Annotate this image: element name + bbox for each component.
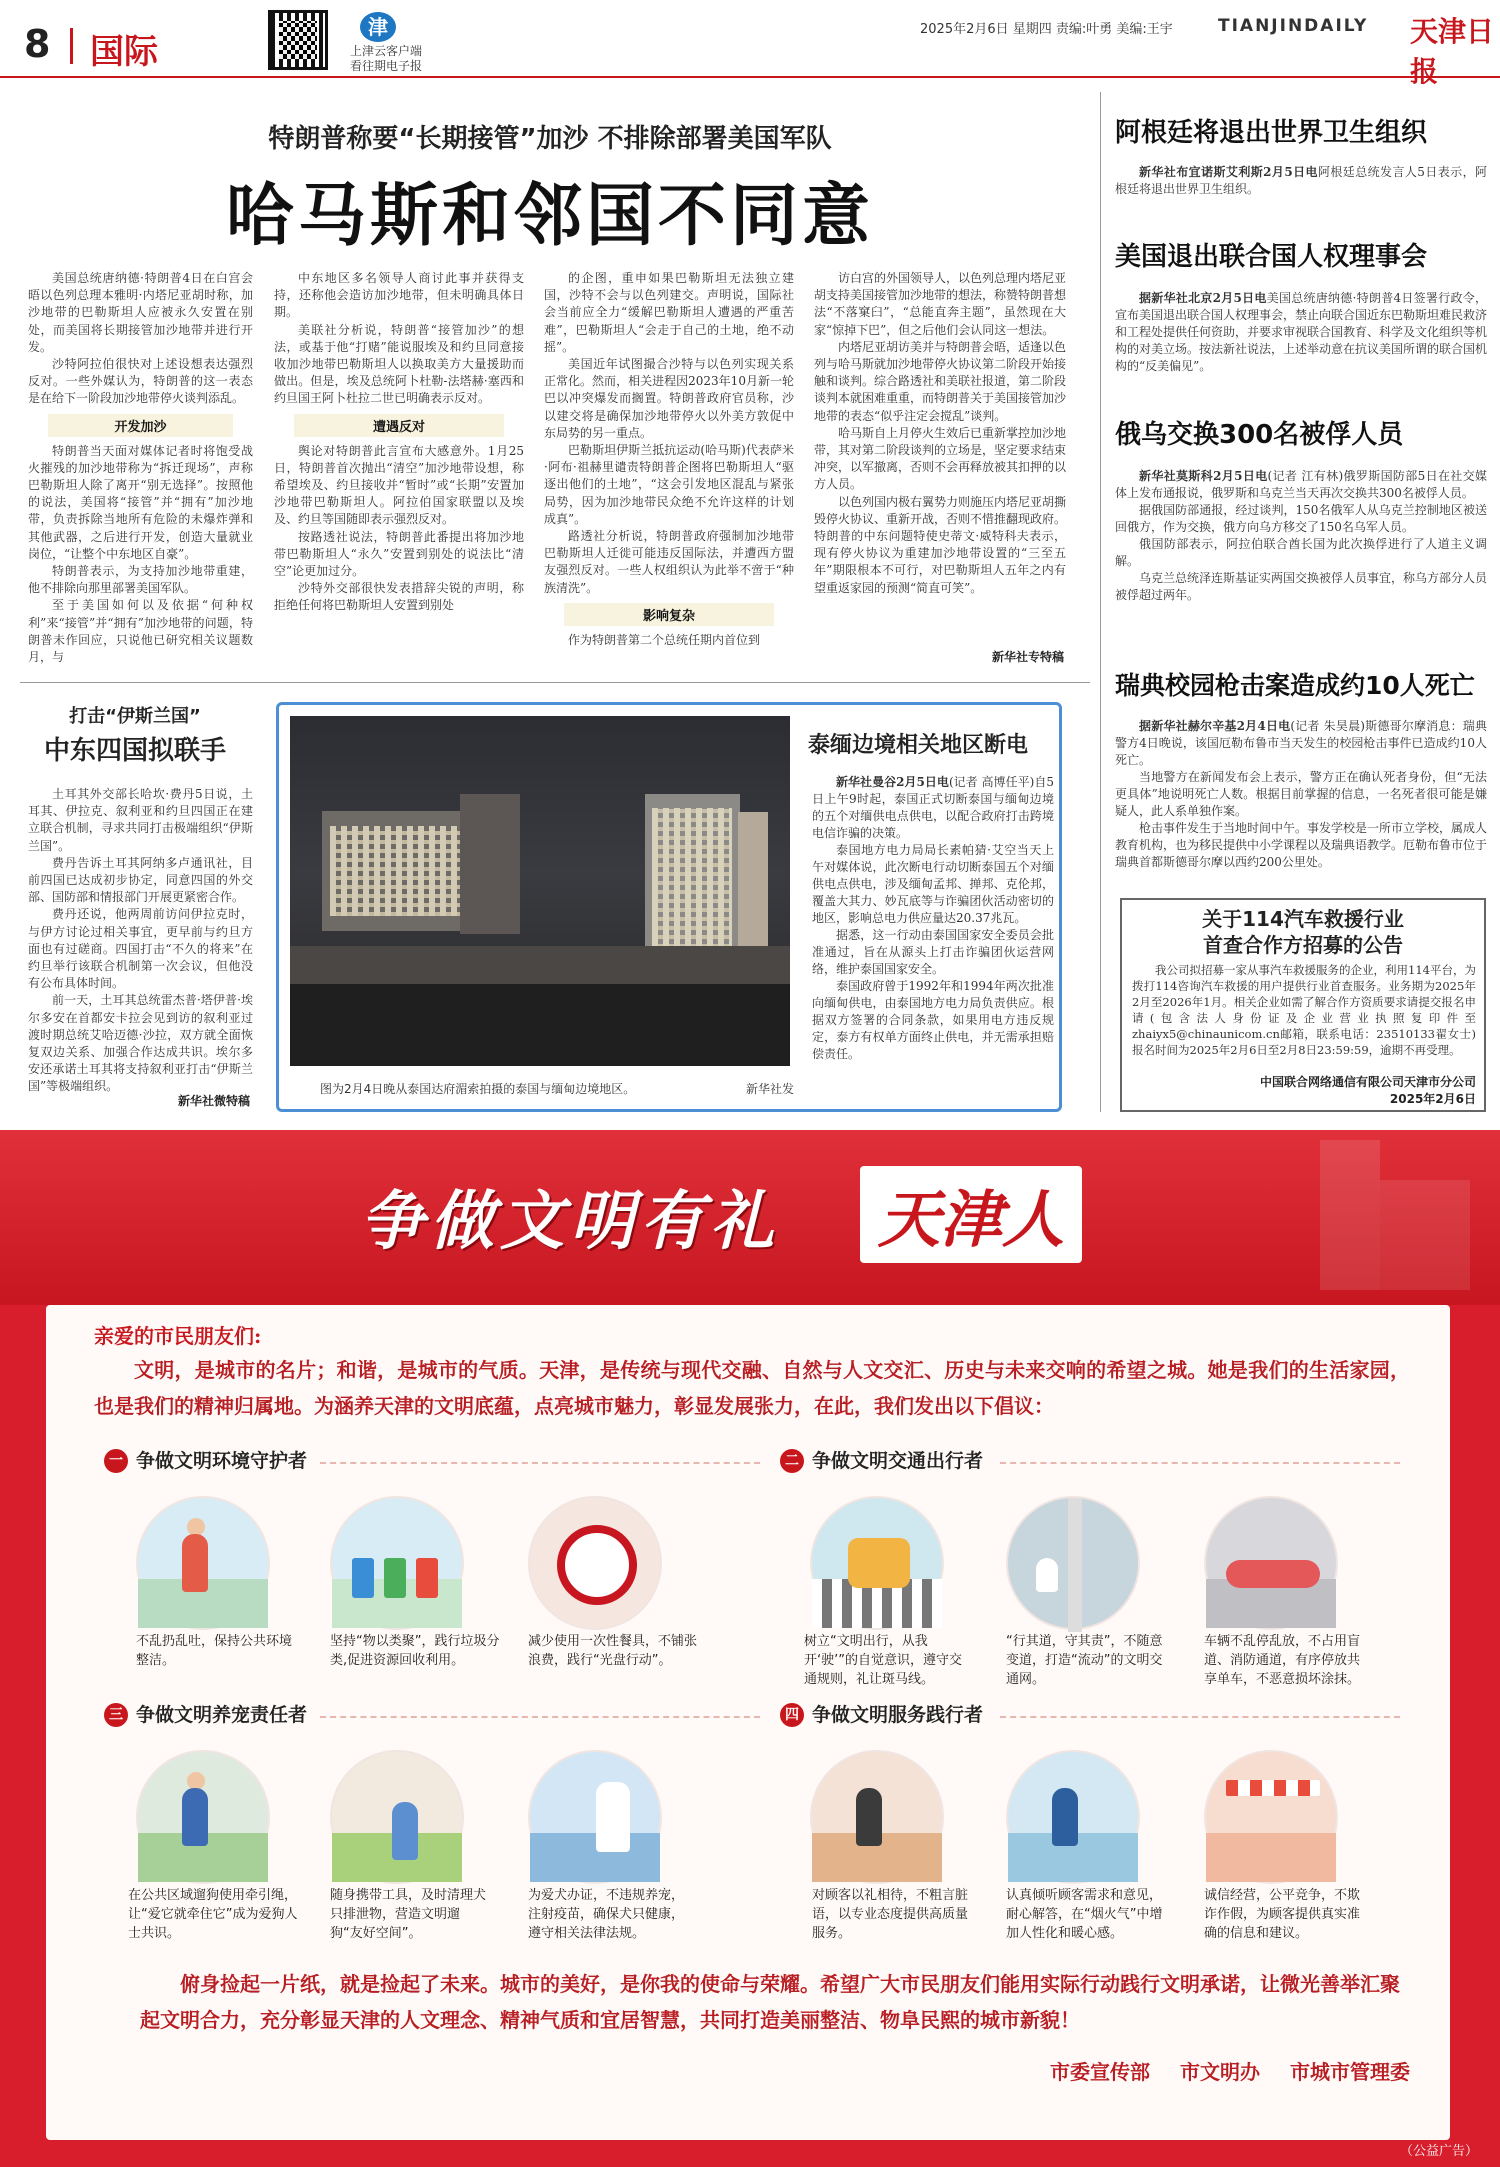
brief-sweden-text: 据新华社赫尔辛基2月4日电(记者 朱昊晨)斯德哥尔摩消息：瑞典警方4日晚说，该国厄勒布鲁市当天发生的校园枪击事件已造成约10人死亡。 当地警方在新闻发布会上表示，警方正在确认死者身份，但“无法更具体”地说明死亡人数。根据目前掌握的信息，一名死者很可能是嫌疑人，此人系单独作案。 枪击事件发生于当地时间中午。事发学校是一所市立学校，属成人教育机构，也为移民提供中小学课程以及瑞典语教学。厄勒布鲁市位于瑞典首都斯德哥尔摩以西约200公里处。 [1115, 719, 1488, 869]
lead-byline: 新华社专特稿 [991, 650, 1064, 664]
brief-russia-text: 新华社莫斯科2月5日电(记者 江有林)俄罗斯国防部5日在社交媒体上发布通报说，俄罗斯和乌克兰当天再次交换共300名被俘人员。 据俄国防部通报，经过谈判，150名俄军人从乌克兰控制地区被送回俄方，作为交换，俄方向乌方移交了150名乌军人员。 俄国防部表示，阿拉伯联合酋长国为此次换俘进行了人道主义调解。 乌克兰总统泽连斯基证实两国交换被俘人员事宜，称乌方部分人员被俘超过两年。 [1115, 469, 1488, 602]
brief-usa-title: 美国退出联合国人权理事会 [1115, 242, 1428, 272]
column-divider [1100, 92, 1101, 1112]
subhead-develop: 开发加沙 [48, 414, 233, 437]
brief-argentina-text: 新华社布宜诺斯艾利斯2月5日电阿根廷总统发言人5日表示，阿根廷将退出世界卫生组织。 [1115, 165, 1488, 196]
page-number: 8 [24, 22, 51, 66]
mideast-text: 土耳其外交部长哈坎·费丹5日说，土耳其、伊拉克、叙利亚和约旦四国正在建立联合机制，寻求共同打击极端组织“伊斯兰国”。 费丹告诉土耳其阿纳多卢通讯社，目前四国已达成初步协定，同意四国的外交部、国防部和情报部门开展更紧密合作。 费丹还说，他两周前访问伊拉克时，与伊方讨论过相关事宜，更早前与约旦方面也有过磋商。四国打击“不久的将来”在约旦举行该联合机制第一次会议，但他没有公布具体时间。 前一天，土耳其总统雷杰普·塔伊普·埃尔多安在首都安卡拉会见到访的叙利亚过渡时期总统艾哈迈德·沙拉，双方就全面恢复双边关系、加强合作达成共识。埃尔多安还承诺土耳其将支持叙利亚打击“伊斯兰国”等极端组织。 [28, 787, 253, 1094]
lead-col-3: 的企图，重申如果巴勒斯坦无法独立建国，沙特不会与以色列建交。声明说，国际社会当前应全力“缓解巴勒斯坦人遭遇的严重苦难”，巴勒斯坦人“会走于自己的土地，绝不动摇”。 美国近年试图撮合沙特与以色列实现关系正常化。然而，相关进程因2023年10月新一轮巴以冲突爆发而搁置。特朗普政府官员称，沙以建交将是确保加沙地带停火以外美方敦促中东局势的另一重点。 巴勒斯坦伊斯兰抵抗运动(哈马斯)代表萨米·阿布·祖赫里谴责特朗普企图将巴勒斯坦人“驱逐出他们的土地”，“这会引发地区混乱与紧张局势，因为加沙地带民众绝不允许这样的计划成真”。 路透社分析说，特朗普政府强制加沙地带巴勒斯坦人迁徙可能违反国际法，并遭西方盟友强烈反对。一些人权组织认为此举不啻于“种族清洗”。 影响复杂 作为特朗普第二个总统任期内首位到 [544, 271, 794, 647]
ad-slogan-city: 天津人 [860, 1166, 1082, 1263]
brief-sweden-title: 瑞典校园枪击案造成约10人死亡 [1115, 671, 1475, 700]
thai-text: 新华社曼谷2月5日电(记者 高博任平)自5日上午9时起，泰国正式切断泰国与缅甸边境的五个对缅供电点供电，以配合政府打击跨境电信诈骗的决策。 泰国地方电力局局长素帕猜·艾空当天上午对媒体说，此次断电行动切断泰国五个对缅供电点供电，涉及缅甸孟邦、掸邦、克伦邦，覆盖大其力、妙瓦底等与诈骗团伙活动密切的地区，影响总电力供应量达20.37兆瓦。 据悉，这一行动由泰国国家安全委员会批准通过，旨在从源头上打击诈骗团伙运营网络，维护泰国国家安全。 泰国政府曾于1992年和1994年两次批准向缅甸供电，由泰国地方电力局负责供应。根据双方签署的合同条款，如果用电方违反规定，泰方有权单方面终止供电，并无需承担赔偿责任。 [812, 775, 1054, 1061]
ad-item-4-3: 诚信经营，公平竞争，不欺诈作假，为顾客提供真实准确的信息和建议。 [1204, 1888, 1361, 1941]
brief-argentina-title: 阿根廷将退出世界卫生组织 [1115, 118, 1428, 148]
ad-section-1-title: 一 争做文明环境守护者 [104, 1446, 307, 1473]
polite-service-illustration [810, 1750, 944, 1884]
english-masthead: TIANJINDAILY [1218, 16, 1369, 36]
public-ad-label: （公益广告） [1400, 2144, 1479, 2159]
section-title: 国际 [90, 32, 158, 72]
ad-item-3-1: 在公共区域遛狗使用牵引绳，让“爱它就牵住它”成为爱狗人士共识。 [128, 1888, 298, 1941]
photo-credit: 新华社发 [745, 1082, 794, 1096]
dash-divider [1000, 1716, 1400, 1718]
ad-item-1-1: 不乱扔乱吐，保持公共环境整洁。 [136, 1634, 293, 1668]
lead-col-4: 访白宫的外国领导人，以色列总理内塔尼亚胡支持美国接管加沙地带的想法，称赞特朗普想法“不落窠臼”，“总能直奔主题”，虽然现在大家“惊掉下巴”，但之后他们会认同这一想法。 内塔尼亚胡访美并与特朗普会晤，适逢以色列与哈马斯就加沙地带停火协议第二阶段开始接触和谈判。综合路透社和美联社报道，第二阶段谈判本就困难重重，而特朗普关于美国接管加沙地带的表态“似乎注定会搅乱”谈判。 哈马斯自上月停火生效后已重新掌控加沙地带，其对第二阶段谈判的立场是，坚定要求结束冲突，以军撤离，否则不会再释放被其扣押的以方人员。 以色列国内极右翼势力则施压内塔尼亚胡撕毁停火协议、重新开战，否则不惜推翻现政府。特朗普的中东问题特使史蒂文·威特科夫表示，现有停火协议为重建加沙地带设置的“三至五年”期限根本不可行，对巴勒斯坦人五年之内有望重返家园的预测“简直可笑”。 [814, 271, 1067, 595]
skyline-decor [1380, 1180, 1470, 1290]
lead-col-1: 美国总统唐纳德·特朗普4日在白宫会晤以色列总理本雅明·内塔尼亚胡时称，加沙地带的巴勒斯坦人应被永久安置在别处，而美国将长期接管加沙地带并进行开发。 沙特阿拉伯很快对上述设想表达强烈反对。一些外媒认为，特朗普的这一表态是在给下一阶段加沙地带停火谈判添乱。 开发加沙 特朗普当天面对媒体记者时将饱受战火摧残的加沙地带称为“拆迁现场”，声称巴勒斯坦人除了离开“别无选择”。按照他的说法，美国将“接管”并“拥有”加沙地带，负责拆除当地所有危险的未爆炸弹和其他武器，之后进行开发，创造大量就业岗位，“让整个中东地区自豪”。 特朗普表示，为支持加沙地带重建，他不排除向那里部署美国军队。 至于美国如何以及依据“何种权利”来“接管”并“拥有”加沙地带的问题，特朗普未作回应，只说他已研究相关议题数月，与 [28, 271, 253, 665]
dash-divider [320, 1716, 760, 1718]
photo-caption: 图为2月4日晚从泰国达府湄索拍摄的泰国与缅甸边境地区。 [320, 1082, 636, 1096]
dash-divider [1000, 1462, 1400, 1464]
mideast-kicker: 打击“伊斯兰国” [69, 706, 201, 727]
ad-section-4-title: 四 争做文明服务践行者 [780, 1700, 983, 1727]
ad-signers: 市委宣传部 市文明办 市城市管理委 [1050, 2060, 1410, 2084]
ad-item-2-1: 树立“文明出行，从我开‘驶’”的自觉意识，遵守交通规则，礼让斑马线。 [804, 1634, 962, 1687]
listening-service-illustration [1006, 1750, 1140, 1884]
ad-item-3-2: 随身携带工具，及时清理犬只排泄物，营造文明遛狗“友好空间”。 [330, 1888, 487, 1941]
ad-section-2-title: 二 争做文明交通出行者 [780, 1446, 983, 1473]
subhead-impact: 影响复杂 [564, 603, 774, 626]
section-divider [20, 682, 1090, 683]
lead-col-2: 中东地区多名领导人商讨此事并获得支持，还称他会造访加沙地带，但未明确具体日期。 美联社分析说，特朗普“接管加沙”的想法，或基于他“打赌”能说服埃及和约旦同意接收加沙地带巴勒斯坦人以换取美方大量援助而做出。但是，埃及总统阿卜杜勒-法塔赫·塞西和约旦国王阿卜杜拉二世已明确表示反对。 遭遇反对 舆论对特朗普此言宣布大感意外。1月25日，特朗普首次抛出“清空”加沙地带设想，称希望埃及、约旦接收并“暂时”或“长期”安置加沙地带巴勒斯坦人。阿拉伯国家联盟以及埃及、约旦等国随即表示强烈反对。 按路透社说法，特朗普此番提出将加沙地带巴勒斯坦人“永久”安置到别处的说法比“清空”论更加过分。 沙特外交部很快发表措辞尖锐的声明，称拒绝任何将巴勒斯坦人安置到别处 [274, 271, 524, 613]
lead-kicker: 特朗普称要“长期接管”加沙 不排除部署美国军队 [268, 124, 832, 154]
crosswalk-car-illustration [810, 1496, 944, 1630]
thai-headline: 泰缅边境相关地区断电 [808, 733, 1029, 758]
ad-closing: 俯身捡起一片纸，就是捡起了未来。城市的美好，是你我的使命与荣耀。希望广大市民朋友们能用实际行动践行文明承诺，让微光善举汇聚起文明合力，充分彰显天津的人文理念、精神气质和宜居智慧，共同打造美丽整洁、物阜民熙的城市新貌！ [140, 1972, 1400, 2032]
trash-littering-illustration [136, 1496, 270, 1630]
lane-traffic-illustration [1006, 1496, 1140, 1630]
ad-section-3-title: 三 争做文明养宠责任者 [104, 1700, 307, 1727]
app-promo[interactable]: 上津云客户端 看往期电子报 [350, 44, 423, 73]
ad-greeting: 亲爱的市民朋友们: [94, 1324, 262, 1348]
masthead [0, 0, 1500, 78]
ad-item-2-3: 车辆不乱停乱放，不占用盲道、消防通道，有序停放共享单车，不恶意损坏涂抹。 [1204, 1634, 1361, 1687]
mideast-byline: 新华社微特稿 [177, 1094, 250, 1108]
border-night-photo [290, 716, 790, 1066]
ad-item-4-1: 对顾客以礼相待，不粗言脏语，以专业态度提供高质量服务。 [812, 1888, 969, 1941]
qr-code-icon[interactable] [268, 10, 328, 70]
dog-cleanup-illustration [330, 1750, 464, 1884]
newspaper-logo: 天津日报 [1410, 15, 1495, 88]
lead-headline: 哈马斯和邻国不同意 [225, 177, 874, 256]
skyline-decor [1320, 1140, 1380, 1290]
dog-vaccine-illustration [528, 1750, 662, 1884]
ad-item-4-2: 认真倾听顾客需求和意见，耐心解答，在“烟火气”中增加人性化和暖心感。 [1006, 1888, 1163, 1941]
parking-bikes-illustration [1204, 1496, 1338, 1630]
honest-business-illustration [1204, 1750, 1338, 1884]
date-line: 2025年2月6日 星期四 责编:叶勇 美编:王宇 [920, 22, 1173, 37]
dash-divider [320, 1462, 760, 1464]
ad-item-2-2: “行其道，守其责”，不随意变道，打造“流动”的文明交通网。 [1006, 1634, 1163, 1687]
brief-usa-text: 据新华社北京2月5日电美国总统唐纳德·特朗普4日签署行政令，宣布美国退出联合国人权理事会，禁止向联合国近东巴勒斯坦难民救济和工程处提供任何资助，并要求审视联合国教育、科学及文化组织等机构的对美立场。按法新社说法，上述举动意在抗议美国所谓的联合国机构的“反美偏见”。 [1115, 291, 1488, 373]
clean-plate-illustration [528, 1496, 662, 1630]
ad-item-3-3: 为爱犬办证，不违规养宠，注射疫苗，确保犬只健康，遵守相关法律法规。 [528, 1888, 685, 1941]
notice-title: 关于114汽车救援行业 首查合作方招募的公告 [1202, 907, 1404, 957]
jin-logo-icon: 津 [360, 12, 396, 42]
garbage-sorting-illustration [330, 1496, 464, 1630]
notice-signature: 中国联合网络通信有限公司天津市分公司 2025年2月6日 [1259, 1075, 1476, 1106]
masthead-divider [70, 28, 73, 64]
ad-intro: 文明，是城市的名片；和谐，是城市的气质。天津，是传统与现代交融、自然与人文交汇、历史与未来交响的希望之城。她是我们的生活家园，也是我们的精神归属地。为涵养天津的文明底蕴，点亮城市魅力，彰显发展张力，在此，我们发出以下倡议： [94, 1358, 1410, 1418]
ad-item-1-3: 减少使用一次性餐具，不铺张浪费，践行“光盘行动”。 [528, 1634, 698, 1668]
brief-russia-title: 俄乌交换300名被俘人员 [1115, 420, 1404, 450]
subhead-oppose: 遭遇反对 [294, 414, 504, 437]
ad-slogan: 争做文明有礼 [360, 1184, 780, 1259]
dog-leash-illustration [136, 1750, 270, 1884]
mideast-headline: 中东四国拟联手 [43, 736, 226, 766]
ad-item-1-2: 坚持“物以类聚”，践行垃圾分类,促进资源回收利用。 [330, 1634, 500, 1668]
notice-body: 我公司拟招募一家从事汽车救援服务的企业，利用114平台，为拨打114咨询汽车救援的用户提供行业首查服务。业务期为2025年2月至2026年1月。相关企业如需了解合作方资质要求请提交报名申请(包含法人身份证及企业营业执照复印件至zhaiyx5@chinaunicom.cn邮箱，联系电话：23510133翟女士)报名时间为2025年2月6日至2月8日23:59:59，逾期不再受理。 [1132, 963, 1476, 1057]
